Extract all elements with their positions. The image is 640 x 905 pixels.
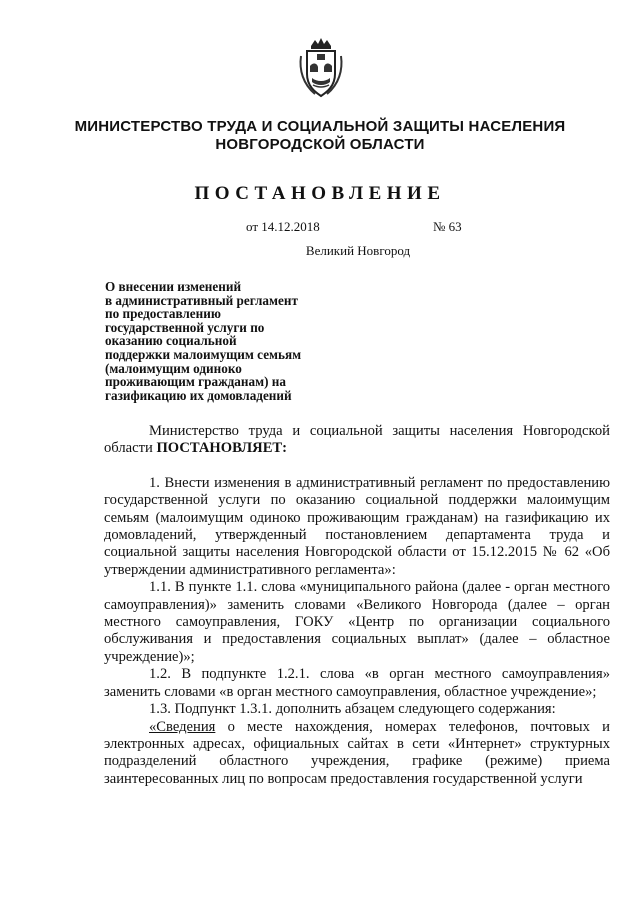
subject-line: газификацию их домовладений: [105, 387, 292, 403]
subject-line: поддержки малоимущим семьям: [105, 346, 302, 362]
subject-line: О внесении изменений: [105, 279, 242, 294]
document-number: № 63: [433, 219, 462, 234]
paragraph-1-2: 1.2. В подпункте 1.2.1. слова «в орган местного самоуправления» заменить словами «в орган местного самоуправления, областное учреждение»;: [104, 666, 610, 700]
paragraph-1-1: 1.1. В пункте 1.1. слова «муниципального района (далее - орган местного самоуправления)» заменить словами «Великого Новгорода (далее – орган местного самоуправления, ГОКУ «Центр по организации социального обслуживания и предоставления социальных выплат» (далее – областное учреждение)»;: [104, 579, 610, 665]
coat-of-arms-emblem: [293, 36, 349, 100]
ministry-name-line1: МИНИСТЕРСТВО ТРУДА И СОЦИАЛЬНОЙ ЗАЩИТЫ НАСЕЛЕНИЯ: [74, 118, 566, 135]
document-body: [104, 423, 610, 788]
preamble-text: Министерство труда и социальной защиты населения Новгородской области: [104, 423, 610, 457]
paragraph-1: 1. Внести изменения в административный регламент по предоставлению государственной услуги по оказанию социальной поддержки малоимущим семьям (малоимущим одиноко проживающим гражданам) на газификацию их домовладений, утвержденный постановлением департамента труда и социальной защиты населения Новгородской области от 15.12.2015 № 62 «Об утверждении административного регламента»:: [104, 474, 610, 578]
document-city: Великий Новгород: [305, 243, 411, 258]
ministry-name-line2: НОВГОРОДСКОЙ ОБЛАСТИ: [215, 136, 425, 153]
subject-line: (малоимущим одиноко: [105, 360, 242, 376]
subject-line: по предоставлению: [105, 306, 221, 322]
document-title: ПОСТАНОВЛЕНИЕ: [194, 183, 446, 204]
subject-line: государственной услуги по: [105, 319, 265, 335]
document-subject: [105, 280, 355, 402]
subject-line: оказанию социальной: [105, 333, 237, 349]
paragraph-quote: [104, 719, 610, 789]
paragraph-1-3: 1.3. Подпункт 1.3.1. дополнить абзацем следующего содержания:: [149, 701, 556, 718]
subject-line: в административный регламент: [105, 292, 298, 308]
subject-line: проживающим гражданам) на: [105, 374, 286, 390]
preamble-paragraph: [104, 423, 610, 458]
document-date: от 14.12.2018: [246, 219, 320, 234]
decree-word: ПОСТАНОВЛЯЕТ:: [156, 440, 288, 457]
quote-link[interactable]: «Сведения: [149, 718, 216, 735]
quote-text: о месте нахождения, номерах телефонов, почтовых и электронных адресах, официальных сайтах в сети «Интернет» структурных подразделений областного учреждения, графике (режиме) приема заинтересованных лиц по вопросам предоставления государственной услуги: [104, 718, 610, 787]
